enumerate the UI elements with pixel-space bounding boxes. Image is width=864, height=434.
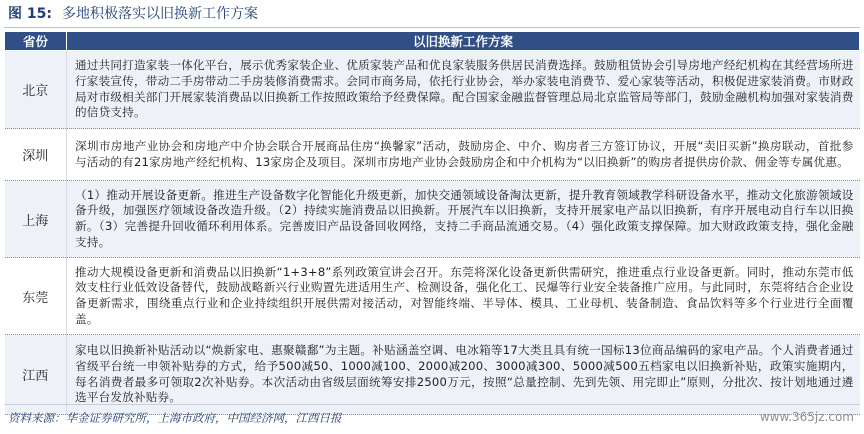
figure-label: 图 15: <box>8 6 52 22</box>
plan-cell: 深圳市房地产业协会和房地产中介协会联合开展商品住房“换馨家”活动，鼓励房企、中介、购房者三方签订协议，开展“卖旧买新”换房联动，首批参与活动的有21家房地产经纪机构、13家房企及项目。深圳市房地产业协会鼓励房企和中介机构为“以旧换新”的购房者提供房价款、佣金等专属优惠。 <box>67 129 860 181</box>
table-row <box>5 181 860 258</box>
province-cell: 上海 <box>5 181 67 258</box>
table-header-row <box>5 32 860 51</box>
table-row <box>5 129 860 181</box>
header-plan: 以旧换新工作方案 <box>67 32 860 51</box>
province-cell: 东莞 <box>5 258 67 335</box>
table-row <box>5 258 860 335</box>
footer-divider <box>4 404 860 405</box>
table-row <box>5 335 860 415</box>
province-cell: 深圳 <box>5 129 67 181</box>
plan-cell: 通过共同打造家装一体化平台，展示优秀家装企业、优质家装产品和优良家装服务供居民消费选择。鼓励租赁协会引导房地产经纪机构在其经营场所进行家装宣传，带动二手房带动二手房装修消费需求。会同市商务局，依托行业协会，举办家装电消费节、爱心家装等活动，积极促进家装消费。市财政局对市级相关部门开展家装消费品以旧换新工作按照政策给予经费保障。配合国家金融监督管理总局北京监管局等部门，鼓励金融机构加强对家装消费的信贷支持。 <box>67 51 860 129</box>
title-divider <box>4 27 860 28</box>
plan-cell: （1）推动开展设备更新。推进生产设备数字化智能化升级更新，加快交通领域设备淘汰更新，提升教育领域教学科研设备水平，推动文化旅游领域设备升级，加强医疗领域设备改造升级。（2）持续实施消费品以旧换新。开展汽车以旧换新，支持开展家电产品以旧换新，有序开展电动自行车以旧换新。（3）完善提升回收循环利用体系。完善废旧产品设备回收网络，支持二手商品流通交易。（4）强化政策支撑保障。加大财政政策支持，强化金融支持。 <box>67 181 860 258</box>
table-row <box>5 51 860 129</box>
policy-table <box>4 31 860 415</box>
figure-title-text: 多地积极落实以旧换新工作方案 <box>61 6 258 22</box>
watermark-link[interactable]: www.365jz.com <box>759 410 854 424</box>
source-note: 资料来源：华金证券研究所，上海市政府，中国经济网，江西日报 <box>8 411 342 425</box>
header-province: 省份 <box>5 32 67 51</box>
province-cell: 江西 <box>5 335 67 415</box>
figure-title <box>8 3 258 25</box>
province-cell: 北京 <box>5 51 67 129</box>
plan-cell: 推动大规模设备更新和消费品以旧换新“1+3+8”系列政策宣讲会召开。东莞将深化设备更新供需研究，推进重点行业设备更新。同时，推动东莞市低效支柱行业低效设备替代，鼓励战略新兴行业购置先进适用生产、检测设备，强化化工、民爆等行业安全装备推广应用。与此同时，东莞将结合企业设备更新需求，围绕重点行业和企业持续组织开展供需对接活动，对智能终端、半导体、模具、工业母机、装备制造、食品饮料等多个行业进行全面覆盖。 <box>67 258 860 335</box>
plan-cell: 家电以旧换新补贴活动以“焕新家电、惠聚赣鄱”为主题。补贴涵盖空调、电冰箱等17大类且具有统一国标13位商品编码的家电产品。个人消费者通过省级平台统一申领补贴券的方式，给予500减50、1000减100、2000减200、3000减300、5000减500五档家电以旧换新补贴，政策实施期内，每名消费者最多可领取2次补贴券。本次活动由省级层面统筹安排2500万元，按照“总量控制、先到先领、用完即止”原则，分批次、按计划地通过遴选平台发放补贴券。 <box>67 335 860 415</box>
